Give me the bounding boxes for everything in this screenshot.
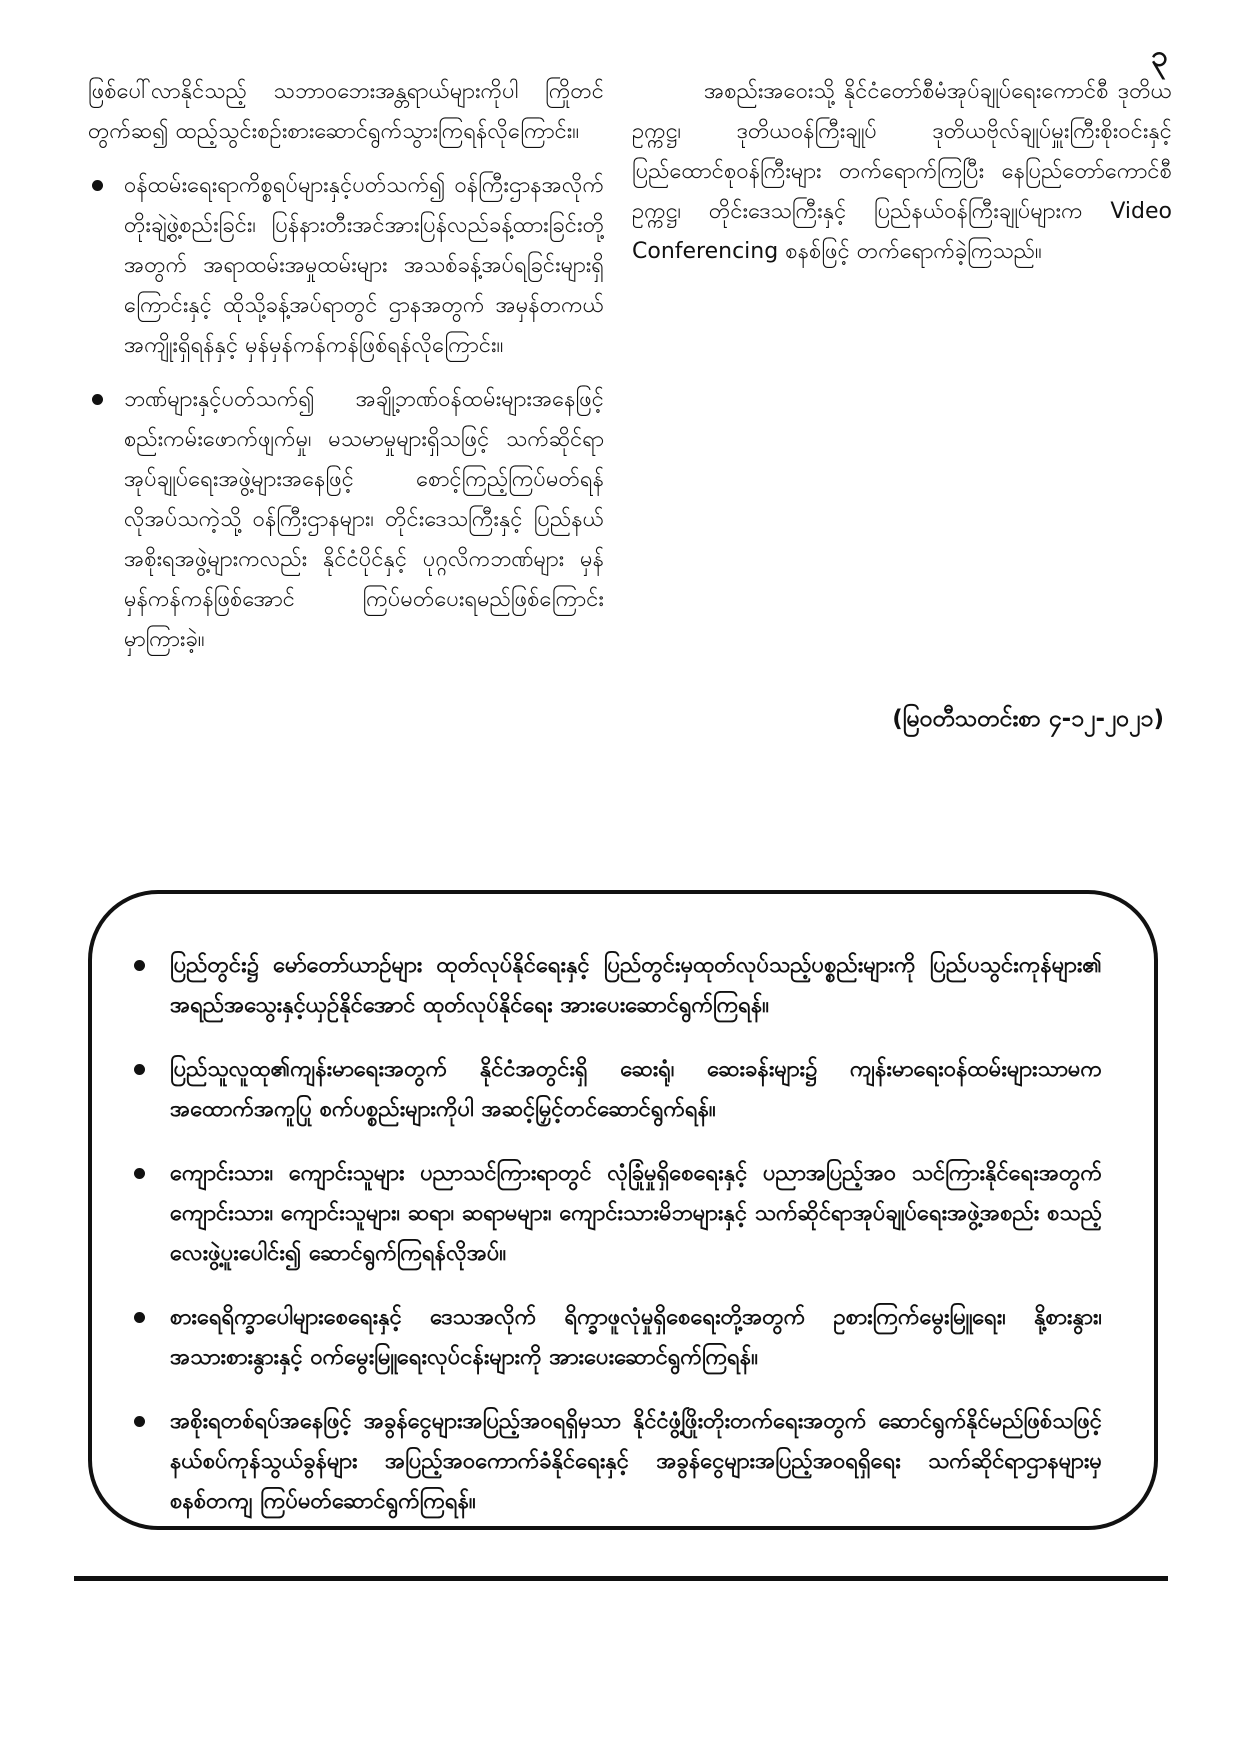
bullet-icon — [92, 180, 103, 191]
highlight-text: ပြည်သူလူထု၏ကျန်းမာရေးအတွက် နိုင်ငံအတွင်းရှိ ဆေးရုံ၊ ဆေးခန်းများ၌ ကျန်းမာရေးဝန်ထမ်းများသာမက အထောက်အကူပြု စက်ပစ္စည်းများကိုပါ အဆင့်မြှင့်တင်ဆောင်ရွက်ရန်။ — [170, 1057, 1102, 1122]
list-item — [128, 1298, 1102, 1378]
meeting-attendance-paragraph: အစည်းအဝေးသို့ နိုင်ငံတော်စီမံအုပ်ချုပ်ရေးကောင်စီ ဒုတိယဥက္ကဋ္ဌ၊ ဒုတိယဝန်ကြီးချုပ် ဒုတိယဗိုလ်ချုပ်မှူးကြီးစိုးဝင်းနှင့် ပြည်ထောင်စုဝန်ကြီးများ တက်ရောက်ကြပြီး နေပြည်တော်ကောင်စီဥက္ကဋ္ဌ၊ တိုင်းဒေသကြီးနှင့် ပြည်နယ်ဝန်ကြီးချုပ်များက Video Conferencing စနစ်ဖြင့် တက်ရောက်ခဲ့ကြသည်။ — [632, 79, 1172, 264]
left-column — [88, 72, 604, 674]
continuation-paragraph: ဖြစ်ပေါ်လာနိုင်သည့် သဘာဝဘေးအန္တရာယ်များကိုပါ ကြိုတင်တွက်ဆ၍ ထည့်သွင်းစဉ်းစားဆောင်ရွက်သွားကြရန်လိုကြောင်း။ — [88, 79, 604, 144]
source-citation: (မြဝတီသတင်းစာ ၄-၁၂-၂၀၂၁) — [892, 706, 1164, 732]
highlight-box — [88, 890, 1158, 1530]
bullet-text: ဝန်ထမ်းရေးရာကိစ္စရပ်များနှင့်ပတ်သက်၍ ဝန်ကြီးဌာနအလိုက် တိုးချဲ့ဖွဲ့စည်းခြင်း၊ ပြန်နားတီးအင်အားပြန်လည်ခန့်ထားခြင်းတို့အတွက် အရာထမ်းအမှုထမ်းများ အသစ်ခန့်အပ်ရခြင်းများရှိကြောင်းနှင့် ထိုသို့ခန့်အပ်ရာတွင် ဌာနအတွက် အမှန်တကယ်အကျိုးရှိရန်နှင့် မှန်မှန်ကန်ကန်ဖြစ်ရန်လိုကြောင်း။ — [124, 173, 604, 358]
bullet-icon — [134, 1416, 145, 1427]
bullet-icon — [92, 394, 103, 405]
highlight-text: စားရေရိက္ခာပေါများစေရေးနှင့် ဒေသအလိုက် ရိက္ခာဖူလုံမှုရှိစေရေးတို့အတွက် ဥစားကြက်မွေးမြူရေး၊ နို့စားနွား၊ အသားစားနွားနှင့် ဝက်မွေးမြူရေးလုပ်ငန်းများကို အားပေးဆောင်ရွက်ကြရန်။ — [170, 1305, 1102, 1370]
page-number: ၃ — [1151, 39, 1168, 74]
highlight-text: ကျောင်းသား၊ ကျောင်းသူများ ပညာသင်ကြားရာတွင် လုံခြုံမှုရှိစေရေးနှင့် ပညာအပြည့်အဝ သင်ကြားနိုင်ရေးအတွက် ကျောင်းသား၊ ကျောင်းသူများ၊ ဆရာ၊ ဆရာမများ၊ ကျောင်းသားမိဘများနှင့် သက်ဆိုင်ရာအုပ်ချုပ်ရေးအဖွဲ့အစည်း စသည့် လေးဖွဲ့ပူးပေါင်း၍ ဆောင်ရွက်ကြရန်လိုအပ်။ — [170, 1161, 1102, 1266]
bottom-divider — [74, 1576, 1168, 1581]
bullet-icon — [134, 1064, 145, 1075]
bullet-icon — [134, 960, 145, 971]
right-column — [632, 72, 1172, 286]
list-item — [128, 1050, 1102, 1130]
list-item — [88, 166, 604, 366]
list-item — [128, 946, 1102, 1026]
highlight-text: ပြည်တွင်း၌ မော်တော်ယာဉ်များ ထုတ်လုပ်နိုင်ရေးနှင့် ပြည်တွင်းမှထုတ်လုပ်သည့်ပစ္စည်းများကို ပြည်ပသွင်းကုန်များ၏ အရည်အသွေးနှင့်ယှဉ်နိုင်အောင် ထုတ်လုပ်နိုင်ရေး အားပေးဆောင်ရွက်ကြရန်။ — [170, 953, 1102, 1018]
bullet-icon — [134, 1168, 145, 1179]
bullet-text: ဘဏ်များနှင့်ပတ်သက်၍ အချို့ဘဏ်ဝန်ထမ်းများအနေဖြင့် စည်းကမ်းဖောက်ဖျက်မှု၊ မသမာမှုများရှိသဖြင့် သက်ဆိုင်ရာအုပ်ချုပ်ရေးအဖွဲ့များအနေဖြင့် စောင့်ကြည့်ကြပ်မတ်ရန် လိုအပ်သကဲ့သို့ ဝန်ကြီးဌာနများ၊ တိုင်းဒေသကြီးနှင့် ပြည်နယ်အစိုးရအဖွဲ့များကလည်း နိုင်ငံပိုင်နှင့် ပုဂ္ဂလိကဘဏ်များ မှန်မှန်ကန်ကန်ဖြစ်အောင် ကြပ်မတ်ပေးရမည်ဖြစ်ကြောင်း မှာကြားခဲ့။ — [124, 387, 604, 652]
list-item — [88, 380, 604, 660]
bullet-icon — [134, 1312, 145, 1323]
list-item — [128, 1154, 1102, 1274]
left-bullet-list — [88, 166, 604, 660]
highlight-text: အစိုးရတစ်ရပ်အနေဖြင့် အခွန်ငွေများအပြည့်အဝရရှိမှသာ နိုင်ငံဖွံ့ဖြိုးတိုးတက်ရေးအတွက် ဆောင်ရွက်နိုင်မည်ဖြစ်သဖြင့် နယ်စပ်ကုန်သွယ်ခွန်များ အပြည့်အဝကောက်ခံနိုင်ရေးနှင့် အခွန်ငွေများအပြည့်အဝရရှိရေး သက်ဆိုင်ရာဌာနများမှ စနစ်တကျ ကြပ်မတ်ဆောင်ရွက်ကြရန်။ — [170, 1409, 1102, 1514]
highlight-list — [128, 946, 1102, 1522]
list-item — [128, 1402, 1102, 1522]
